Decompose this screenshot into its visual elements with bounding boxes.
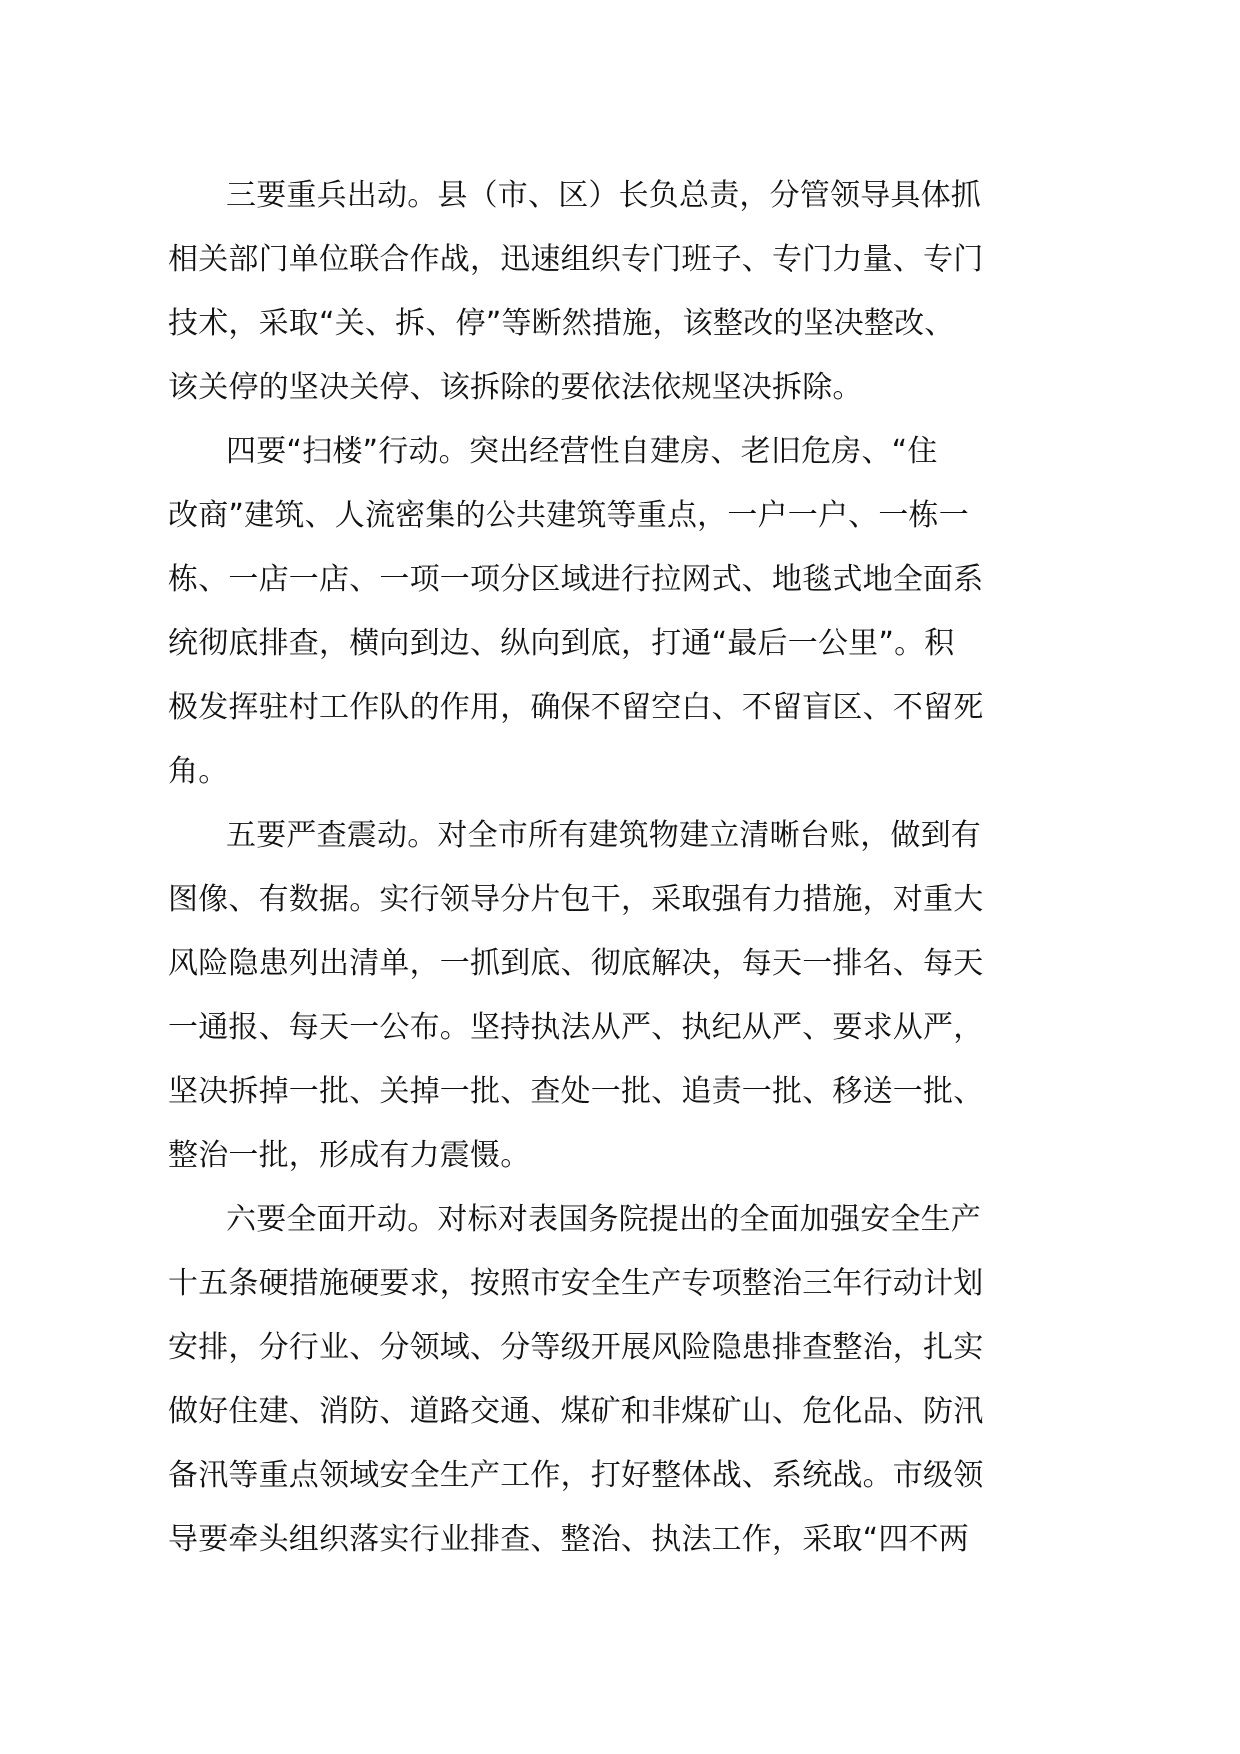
paragraph-3-line-6: 整治一批，形成有力震慑。 [168, 1138, 531, 1173]
paragraph-1-line-2: 相关部门单位联合作战，迅速组织专门班子、专门力量、专门 [168, 242, 984, 277]
paragraph-4-line-4: 做好住建、消防、道路交通、煤矿和非煤矿山、危化品、防汛 [168, 1394, 984, 1429]
paragraph-4-line-3: 安排，分行业、分领域、分等级开展风险隐患排查整治，扎实 [168, 1330, 984, 1365]
paragraph-3-line-2: 图像、有数据。实行领导分片包干，采取强有力措施，对重大 [168, 882, 984, 917]
paragraph-2-line-3: 栋、一店一店、一项一项分区域进行拉网式、地毯式地全面系 [168, 562, 984, 597]
paragraph-4-line-6: 导要牵头组织落实行业排查、整治、执法工作，采取“四不两 [168, 1522, 969, 1557]
paragraph-4-line-5: 备汛等重点领域安全生产工作，打好整体战、系统战。市级领 [168, 1458, 984, 1493]
paragraph-1-line-3: 技术，采取“关、拆、停”等断然措施，该整改的坚决整改、 [168, 306, 955, 341]
paragraph-2-line-1: 四要“扫楼”行动。突出经营性自建房、老旧危房、“住 [226, 434, 938, 469]
paragraph-3-line-3: 风险隐患列出清单，一抓到底、彻底解决，每天一排名、每天 [168, 946, 984, 981]
paragraph-2-line-4: 统彻底排查，横向到边、纵向到底，打通“最后一公里”。积 [168, 626, 955, 661]
paragraph-2-line-2: 改商”建筑、人流密集的公共建筑等重点，一户一户、一栋一 [168, 498, 969, 533]
paragraph-3-line-5: 坚决拆掉一批、关掉一批、查处一批、追责一批、移送一批、 [168, 1074, 984, 1109]
paragraph-2-line-6: 角。 [168, 754, 229, 789]
paragraph-4-line-2: 十五条硬措施硬要求，按照市安全生产专项整治三年行动计划 [168, 1266, 984, 1301]
paragraph-1-line-1: 三要重兵出动。县（市、区）长负总责，分管领导具体抓 [226, 178, 981, 213]
paragraph-2-line-5: 极发挥驻村工作队的作用，确保不留空白、不留盲区、不留死 [168, 690, 984, 725]
paragraph-4-line-1: 六要全面开动。对标对表国务院提出的全面加强安全生产 [226, 1202, 981, 1237]
paragraph-1-line-4: 该关停的坚决关停、该拆除的要依法依规坚决拆除。 [168, 370, 863, 405]
paragraph-3-line-4: 一通报、每天一公布。坚持执法从严、执纪从严、要求从严， [168, 1010, 984, 1045]
paragraph-3-line-1: 五要严查震动。对全市所有建筑物建立清晰台账，做到有 [226, 818, 981, 853]
